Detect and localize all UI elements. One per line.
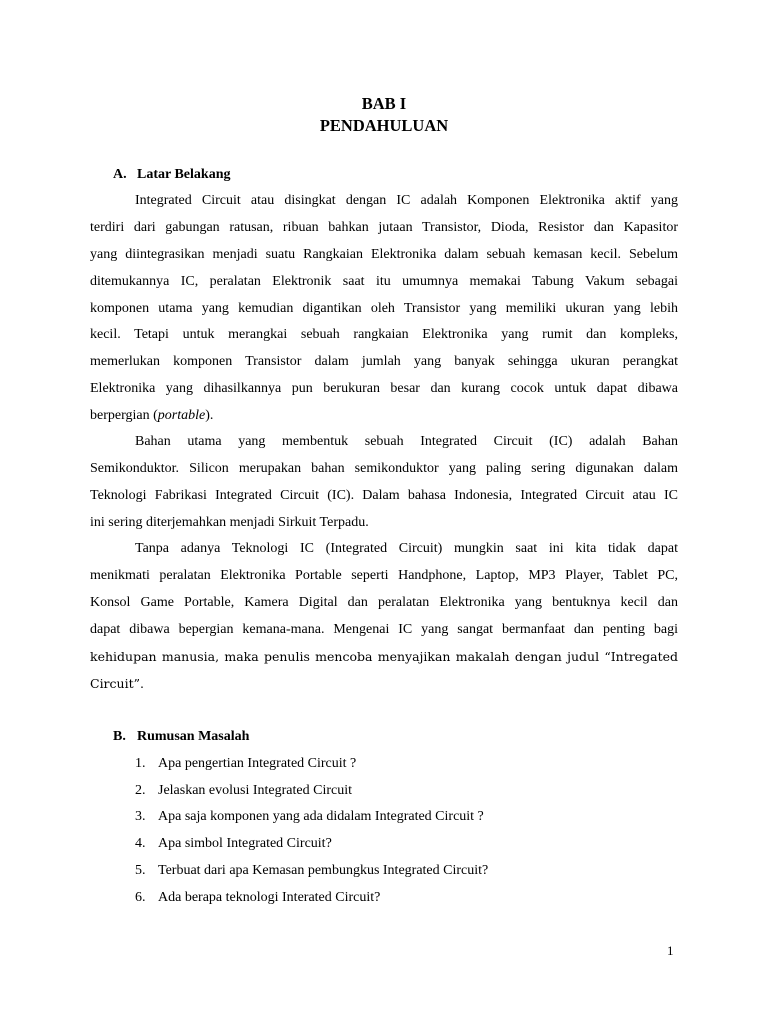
chapter-number: BAB I xyxy=(361,94,407,113)
paragraph-1-last-suffix: ). xyxy=(205,408,214,423)
list-item-text: Terbuat dari apa Kemasan pembungkus Integrated Circuit? xyxy=(158,863,489,878)
list-item xyxy=(135,782,352,800)
paragraph-2-line: Bahan utama yang membentuk sebuah Integrated Circuit (IC) adalah Bahan xyxy=(135,434,678,449)
paragraph-3-line: dapat dibawa bepergian kemana-mana. Mengenai IC yang sangat bermanfaat dan penting bagi xyxy=(90,622,678,637)
list-item-text: Apa simbol Integrated Circuit? xyxy=(158,836,332,851)
list-item xyxy=(135,808,484,826)
paragraph-3-line: Tanpa adanya Teknologi IC (Integrated Circuit) mungkin saat ini kita tidak dapat xyxy=(135,541,678,556)
list-item-text: Apa saja komponen yang ada didalam Integrated Circuit ? xyxy=(158,809,484,824)
paragraph-1-line: komponen utama yang kemudian digantikan oleh Transistor yang memiliki ukuran yang lebih xyxy=(90,301,678,316)
paragraph-1-last-line xyxy=(90,407,213,425)
list-item xyxy=(135,862,488,880)
section-b-heading xyxy=(113,728,249,746)
list-item-number: 6. xyxy=(135,890,146,905)
page-number: 1 xyxy=(667,943,674,958)
list-item xyxy=(135,755,356,773)
list-item-number: 4. xyxy=(135,836,146,851)
paragraph-3-line: kehidupan manusia, maka penulis mencoba menyajikan makalah dengan judul “Intregated xyxy=(90,649,678,664)
paragraph-1-line: Elektronika yang dihasilkannya pun berukuran besar dan kurang cocok untuk dapat dibawa xyxy=(90,381,678,396)
portable-italic: portable xyxy=(157,408,206,423)
paragraph-1-line: Integrated Circuit atau disingkat dengan IC adalah Komponen Elektronika aktif yang xyxy=(135,193,678,208)
section-a-letter: A. xyxy=(113,167,127,182)
list-item xyxy=(135,889,380,907)
paragraph-1-line: yang diintegrasikan menjadi suatu Rangkaian Elektronika dalam sebuah kemasan kecil. Sebelum xyxy=(90,247,678,262)
list-item-number: 3. xyxy=(135,809,146,824)
paragraph-1-line: ditemukannya IC, peralatan Elektronik saat itu umumnya memakai Tabung Vakum sebagai xyxy=(90,274,678,289)
paragraph-1-line: terdiri dari gabungan ratusan, ribuan bahkan jutaan Transistor, Dioda, Resistor dan Kapasitor xyxy=(90,220,678,235)
list-item-number: 5. xyxy=(135,863,146,878)
paragraph-2-line: ini sering diterjemahkan menjadi Sirkuit Terpadu. xyxy=(90,515,369,530)
section-a-heading xyxy=(113,166,230,184)
paragraph-1-line: kecil. Tetapi untuk merangkai sebuah rangkaian Elektronika yang rumit dan kompleks, xyxy=(90,327,678,342)
list-item-number: 2. xyxy=(135,783,146,798)
list-item xyxy=(135,835,332,853)
paragraph-2-line: Semikonduktor. Silicon merupakan bahan semikonduktor yang paling sering digunakan dalam xyxy=(90,461,678,476)
section-a-title: Latar Belakang xyxy=(137,167,231,182)
paragraph-1-last-prefix: berpergian ( xyxy=(90,408,158,423)
list-item-text: Ada berapa teknologi Interated Circuit? xyxy=(158,890,381,905)
list-item-text: Jelaskan evolusi Integrated Circuit xyxy=(158,783,352,798)
section-b-title: Rumusan Masalah xyxy=(137,729,250,744)
list-item-text: Apa pengertian Integrated Circuit ? xyxy=(158,756,357,771)
paragraph-2-line: Teknologi Fabrikasi Integrated Circuit (IC). Dalam bahasa Indonesia, Integrated Circuit atau IC xyxy=(90,488,678,503)
list-item-number: 1. xyxy=(135,756,146,771)
paragraph-1-line: memerlukan komponen Transistor dalam jumlah yang banyak sehingga ukuran perangkat xyxy=(90,354,678,369)
paragraph-3-line: Konsol Game Portable, Kamera Digital dan peralatan Elektronika yang bentuknya kecil dan xyxy=(90,595,678,610)
paragraph-3-line: Circuit”. xyxy=(90,676,144,691)
section-b-letter: B. xyxy=(113,729,126,744)
chapter-title: PENDAHULUAN xyxy=(319,116,449,135)
paragraph-3-line: menikmati peralatan Elektronika Portable seperti Handphone, Laptop, MP3 Player, Tablet PC, xyxy=(90,568,678,583)
